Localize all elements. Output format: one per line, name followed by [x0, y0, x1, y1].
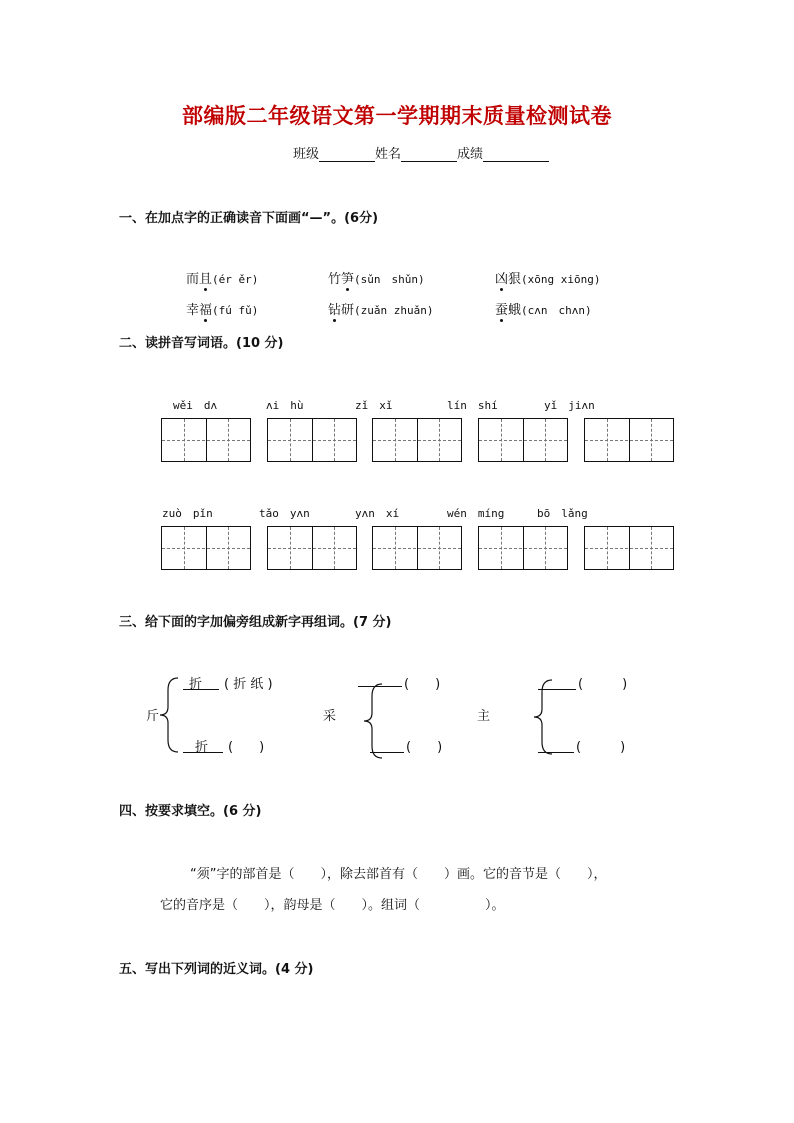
q1-item-6-options[interactable]: (cʌn chʌn): [521, 304, 592, 317]
answer-1a-word: ( 折 纸 ): [224, 677, 273, 692]
pinyin-row1-3: zǐ xǐ: [355, 399, 393, 412]
q1-item-6: [495, 299, 592, 318]
pinyin-row1-2: ʌi hù: [266, 399, 304, 412]
writing-grid[interactable]: [478, 526, 568, 570]
student-info-line: [293, 143, 549, 162]
writing-grid[interactable]: [584, 526, 674, 570]
pinyin-row2-3: yʌn xí: [355, 507, 400, 520]
q1-item-1-options[interactable]: (ér ěr): [212, 273, 259, 286]
writing-grid[interactable]: [372, 418, 462, 462]
q1-item-3-options[interactable]: (xōng xiōng): [521, 273, 601, 286]
score-label: 成绩: [457, 147, 484, 162]
q1-item-2-word: 竹笋: [328, 272, 354, 287]
writing-grid[interactable]: [267, 526, 357, 570]
base-char-3: 主: [477, 709, 491, 724]
q1-item-6-word: 蚕蛾: [495, 303, 521, 318]
pinyin-row1-4: lín shí: [447, 399, 498, 412]
section-3-heading: 三、给下面的字加偏旁组成新字再组词。(7 分): [119, 615, 392, 630]
q1-item-3: [495, 268, 601, 287]
writing-grid[interactable]: [478, 418, 568, 462]
answer-1b-word[interactable]: ( ): [228, 740, 265, 755]
name-blank[interactable]: [401, 147, 457, 162]
pinyin-row1-1: wěi dʌ: [173, 399, 218, 412]
page-title: 部编版二年级语文第一学期期末质量检测试卷: [182, 104, 612, 128]
pinyin-row2-1: zuò pǐn: [162, 507, 213, 520]
brace-2: [362, 682, 384, 760]
writing-grid[interactable]: [372, 526, 462, 570]
q1-item-5-word: 钻研: [328, 303, 354, 318]
q1-item-2: [328, 268, 425, 287]
q1-item-1-word: 而且: [186, 272, 212, 287]
pinyin-row2-4: wén míng: [447, 507, 505, 520]
writing-grid[interactable]: [584, 418, 674, 462]
q4-line-1: “须”字的部首是（ ），除去部首有（ ）画。它的音节是（ ），: [190, 867, 607, 882]
class-label: 班级: [293, 147, 320, 162]
q1-item-2-options[interactable]: (sǔn shǔn): [354, 273, 425, 286]
q1-item-3-word: 凶狠: [495, 272, 521, 287]
pinyin-row1-5: yǐ jiʌn: [544, 399, 595, 412]
answer-3b-word[interactable]: ( ): [576, 740, 626, 755]
writing-grid[interactable]: [267, 418, 357, 462]
q1-item-4-options[interactable]: (fú fǔ): [212, 304, 259, 317]
q1-item-4: [186, 299, 258, 318]
base-char-1: 斤: [146, 709, 160, 724]
answer-2b-word[interactable]: ( ): [406, 740, 443, 755]
section-5-heading: 五、写出下列词的近义词。(4 分): [119, 962, 314, 977]
pinyin-row2-2: tǎo yʌn: [259, 507, 310, 520]
answer-3a-word[interactable]: ( ): [578, 677, 628, 692]
answer-1a: 折: [189, 677, 203, 692]
answer-2a-word[interactable]: ( ): [404, 677, 441, 692]
section-4-heading: 四、按要求填空。(6 分): [119, 804, 262, 819]
base-char-2: 采: [323, 709, 337, 724]
q1-item-5: [328, 299, 434, 318]
writing-grid[interactable]: [161, 418, 251, 462]
answer-1b: 折: [195, 740, 209, 755]
class-blank[interactable]: [319, 147, 375, 162]
writing-grid[interactable]: [161, 526, 251, 570]
section-2-heading: 二、读拼音写词语。(10 分): [119, 336, 284, 351]
score-blank[interactable]: [483, 147, 549, 162]
brace-1: [158, 676, 182, 754]
q4-line-2: 它的音序是（ ），韵母是（ ）。组词（ ）。: [160, 898, 505, 913]
q1-item-4-word: 幸福: [186, 303, 212, 318]
q1-item-5-options[interactable]: (zuǎn zhuǎn): [354, 304, 434, 317]
section-1-heading: 一、在加点字的正确读音下面画“—”。(6分): [119, 211, 379, 226]
name-label: 姓名: [375, 147, 402, 162]
q1-item-1: [186, 268, 258, 287]
pinyin-row2-5: bō lǎng: [537, 507, 588, 520]
